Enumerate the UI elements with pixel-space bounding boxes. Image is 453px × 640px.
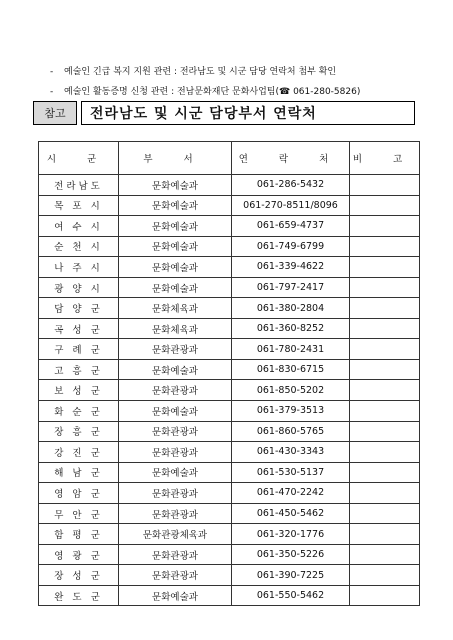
cell-phone: 061-270-8511/8096 <box>232 195 350 216</box>
cell-county: 고 흥 군 <box>39 359 119 380</box>
cell-phone: 061-830-6715 <box>232 359 350 380</box>
table-row <box>39 503 420 524</box>
table-row <box>39 585 420 606</box>
cell-remarks <box>350 442 420 463</box>
cell-county: 여 수 시 <box>39 216 119 237</box>
reference-title: 전라남도 및 시군 담당부서 연락처 <box>81 101 415 125</box>
cell-county: 함 평 군 <box>39 524 119 545</box>
cell-county: 해 남 군 <box>39 462 119 483</box>
table-row <box>39 339 420 360</box>
cell-phone: 061-749-6799 <box>232 236 350 257</box>
cell-phone: 061-286-5432 <box>232 175 350 196</box>
cell-remarks <box>350 257 420 278</box>
table-row <box>39 318 420 339</box>
cell-department: 문화관광과 <box>119 503 232 524</box>
cell-county: 완 도 군 <box>39 585 119 606</box>
note-text: 예술인 활동증명 신청 관련 : 전남문화재단 문화사업팀( <box>64 87 279 97</box>
cell-phone: 061-780-2431 <box>232 339 350 360</box>
cell-phone: 061-430-3343 <box>232 442 350 463</box>
reference-header <box>33 101 415 125</box>
cell-department: 문화예술과 <box>119 257 232 278</box>
cell-remarks <box>350 503 420 524</box>
table-header-row <box>39 142 420 175</box>
cell-department: 문화관광과 <box>119 442 232 463</box>
header-department: 부 서 <box>119 142 232 175</box>
table-row <box>39 462 420 483</box>
cell-remarks <box>350 421 420 442</box>
cell-county: 구 례 군 <box>39 339 119 360</box>
cell-department: 문화예술과 <box>119 236 232 257</box>
note-dash: - <box>50 87 54 97</box>
cell-remarks <box>350 175 420 196</box>
cell-department: 문화관광체육과 <box>119 524 232 545</box>
table-row <box>39 195 420 216</box>
cell-department: 문화예술과 <box>119 195 232 216</box>
cell-county: 무 안 군 <box>39 503 119 524</box>
cell-phone: 061-360-8252 <box>232 318 350 339</box>
cell-county: 강 진 군 <box>39 442 119 463</box>
cell-county: 곡 성 군 <box>39 318 119 339</box>
cell-remarks <box>350 339 420 360</box>
cell-department: 문화관광과 <box>119 380 232 401</box>
cell-county: 광 양 시 <box>39 277 119 298</box>
cell-phone: 061-339-4622 <box>232 257 350 278</box>
table-row <box>39 483 420 504</box>
cell-department: 문화관광과 <box>119 339 232 360</box>
cell-phone: 061-470-2242 <box>232 483 350 504</box>
cell-phone: 061-860-5765 <box>232 421 350 442</box>
header-county: 시 군 <box>39 142 119 175</box>
cell-remarks <box>350 318 420 339</box>
cell-phone: 061-659-4737 <box>232 216 350 237</box>
note-certificate <box>50 82 430 102</box>
table-row <box>39 544 420 565</box>
table-body <box>39 175 420 606</box>
table-row <box>39 380 420 401</box>
cell-department: 문화예술과 <box>119 585 232 606</box>
table-row <box>39 401 420 422</box>
contacts-table <box>38 141 420 606</box>
cell-phone: 061-380-2804 <box>232 298 350 319</box>
cell-county: 장 성 군 <box>39 565 119 586</box>
cell-remarks <box>350 298 420 319</box>
cell-department: 문화체육과 <box>119 298 232 319</box>
cell-remarks <box>350 216 420 237</box>
cell-remarks <box>350 565 420 586</box>
cell-phone: 061-450-5462 <box>232 503 350 524</box>
cell-county: 화 순 군 <box>39 401 119 422</box>
phone-icon: ☎ <box>278 87 291 97</box>
cell-department: 문화체육과 <box>119 318 232 339</box>
cell-department: 문화관광과 <box>119 483 232 504</box>
table-row <box>39 257 420 278</box>
cell-department: 문화관광과 <box>119 421 232 442</box>
cell-county: 나 주 시 <box>39 257 119 278</box>
cell-department: 문화관광과 <box>119 544 232 565</box>
cell-remarks <box>350 195 420 216</box>
table-row <box>39 421 420 442</box>
cell-phone: 061-379-3513 <box>232 401 350 422</box>
notes-section <box>50 62 430 102</box>
cell-remarks <box>350 483 420 504</box>
cell-remarks <box>350 462 420 483</box>
cell-county: 순 천 시 <box>39 236 119 257</box>
header-contact: 연 락 처 <box>232 142 350 175</box>
table-row <box>39 175 420 196</box>
cell-phone: 061-850-5202 <box>232 380 350 401</box>
table-row <box>39 359 420 380</box>
cell-county: 영 암 군 <box>39 483 119 504</box>
cell-phone: 061-320-1776 <box>232 524 350 545</box>
cell-remarks <box>350 544 420 565</box>
reference-tag: 참고 <box>33 101 77 125</box>
cell-phone: 061-530-5137 <box>232 462 350 483</box>
cell-phone: 061-797-2417 <box>232 277 350 298</box>
cell-phone: 061-550-5462 <box>232 585 350 606</box>
cell-phone: 061-390-7225 <box>232 565 350 586</box>
table-row <box>39 236 420 257</box>
cell-county: 보 성 군 <box>39 380 119 401</box>
table-row <box>39 216 420 237</box>
cell-remarks <box>350 401 420 422</box>
table-row <box>39 298 420 319</box>
cell-department: 문화예술과 <box>119 462 232 483</box>
cell-county: 목 포 시 <box>39 195 119 216</box>
cell-remarks <box>350 524 420 545</box>
table-row <box>39 442 420 463</box>
cell-remarks <box>350 585 420 606</box>
cell-county: 장 흥 군 <box>39 421 119 442</box>
cell-department: 문화예술과 <box>119 401 232 422</box>
cell-county: 전라남도 <box>39 175 119 196</box>
cell-remarks <box>350 359 420 380</box>
note-text: 예술인 긴급 복지 지원 관련 : 전라남도 및 시군 담당 연락처 첨부 확인 <box>64 67 337 77</box>
note-text-after: 061-280-5826) <box>290 87 361 97</box>
table-row <box>39 524 420 545</box>
cell-department: 문화예술과 <box>119 277 232 298</box>
table-row <box>39 565 420 586</box>
cell-remarks <box>350 236 420 257</box>
cell-remarks <box>350 380 420 401</box>
cell-phone: 061-350-5226 <box>232 544 350 565</box>
note-welfare <box>50 62 430 82</box>
cell-department: 문화예술과 <box>119 359 232 380</box>
cell-department: 문화관광과 <box>119 565 232 586</box>
table-row <box>39 277 420 298</box>
cell-remarks <box>350 277 420 298</box>
cell-county: 담 양 군 <box>39 298 119 319</box>
cell-department: 문화예술과 <box>119 216 232 237</box>
cell-department: 문화예술과 <box>119 175 232 196</box>
note-dash: - <box>50 67 54 77</box>
cell-county: 영 광 군 <box>39 544 119 565</box>
header-remarks: 비 고 <box>350 142 420 175</box>
